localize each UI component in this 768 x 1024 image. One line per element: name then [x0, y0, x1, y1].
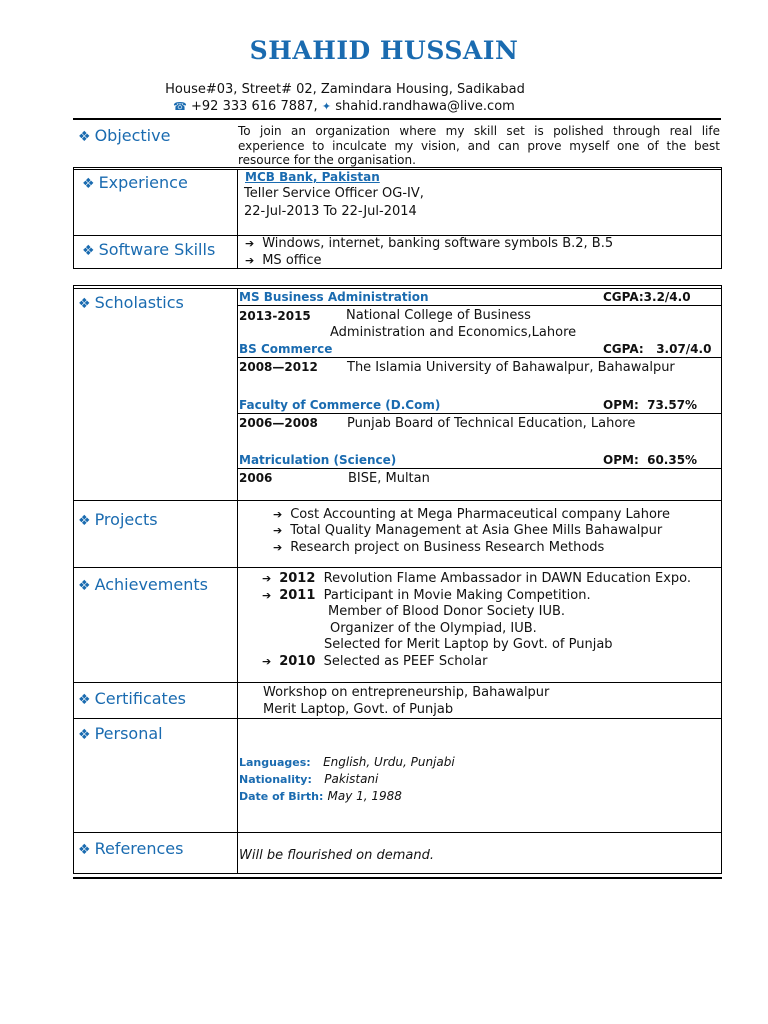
heading-experience: ❖ Experience	[82, 173, 188, 192]
personal-languages: Languages: English, Urdu, Punjabi	[239, 755, 455, 769]
table-border	[73, 285, 722, 286]
table-border	[73, 285, 74, 874]
diamond-bullet-icon: ❖	[78, 727, 91, 743]
table-border	[237, 413, 721, 414]
list-item: ➔ 2010 Selected as PEEF Scholar	[262, 654, 488, 669]
references-text: Will be flourished on demand.	[239, 848, 434, 863]
table-border	[73, 167, 74, 269]
list-item: Organizer of the Olympiad, IUB.	[330, 621, 537, 636]
degree-title: MS Business Administration	[239, 290, 429, 304]
heading-personal: ❖ Personal	[78, 724, 163, 743]
table-border	[237, 305, 721, 306]
list-item: ➔ Windows, internet, banking software symbols B.2, B.5	[245, 236, 614, 251]
degree-institute: Administration and Economics,Lahore	[330, 325, 577, 340]
table-border	[73, 718, 721, 719]
list-item: ➔ Research project on Business Research Methods	[273, 540, 605, 555]
list-item: ➔ 2012 Revolution Flame Ambassador in DAWN Education Expo.	[262, 571, 691, 586]
table-border	[721, 167, 722, 269]
degree-title: BS Commerce	[239, 342, 333, 356]
degree-years: 2013-2015	[239, 309, 311, 323]
right-arrow-icon: ➔	[273, 524, 283, 537]
list-item: ➔ Total Quality Management at Asia Ghee Mills Bahawalpur	[273, 523, 663, 538]
table-border	[73, 567, 721, 568]
degree-title: Matriculation (Science)	[239, 453, 397, 467]
list-item: ➔ MS office	[245, 253, 322, 268]
objective-text: To join an organization where my skill set is polished through real life experience to inculcate my vision, and can prove myself one of the best resource for the organisation.	[238, 124, 720, 167]
heading-references: ❖ References	[78, 839, 184, 858]
address: House#03, Street# 02, Zamindara Housing, Sadikabad	[165, 82, 525, 97]
list-item: Merit Laptop, Govt. of Punjab	[263, 702, 454, 717]
heading-achievements: ❖ Achievements	[78, 575, 208, 594]
heading-projects: ❖ Projects	[78, 510, 158, 529]
degree-years: 2008—2012	[239, 360, 318, 374]
table-border	[237, 468, 721, 469]
diamond-bullet-icon: ❖	[78, 296, 91, 312]
table-border	[73, 873, 722, 874]
table-border	[237, 357, 721, 358]
experience-company: MCB Bank, Pakistan	[245, 170, 380, 184]
degree-institute: BISE, Multan	[348, 471, 430, 486]
right-arrow-icon: ➔	[262, 655, 272, 668]
heading-scholastics: ❖ Scholastics	[78, 293, 184, 312]
right-arrow-icon: ➔	[245, 254, 255, 267]
right-arrow-icon: ➔	[273, 508, 283, 521]
degree-grade: CGPA: 3.07/4.0	[603, 342, 712, 356]
right-arrow-icon: ➔	[262, 589, 272, 602]
right-arrow-icon: ➔	[273, 541, 283, 554]
table-border	[73, 288, 722, 289]
table-border	[73, 682, 721, 683]
resume-name: SHAHID HUSSAIN	[249, 36, 519, 65]
right-arrow-icon: ➔	[262, 572, 272, 585]
table-border	[73, 167, 722, 168]
diamond-bullet-icon: ❖	[78, 692, 91, 708]
degree-years: 2006—2008	[239, 416, 318, 430]
table-border	[73, 500, 721, 501]
list-item: ➔ 2011 Participant in Movie Making Competition.	[262, 588, 591, 603]
table-border	[73, 877, 722, 879]
diamond-bullet-icon: ❖	[78, 513, 91, 529]
degree-institute: The Islamia University of Bahawalpur, Bahawalpur	[347, 360, 675, 375]
list-item: Selected for Merit Laptop by Govt. of Punjab	[324, 637, 613, 652]
heading-objective: ❖ Objective	[78, 126, 171, 145]
personal-dob: Date of Birth: May 1, 1988	[239, 789, 402, 803]
list-item: Workshop on entrepreneurship, Bahawalpur	[263, 685, 550, 700]
degree-years: 2006	[239, 471, 273, 485]
diamond-bullet-icon: ❖	[78, 842, 91, 858]
diamond-bullet-icon: ❖	[82, 176, 95, 192]
degree-institute: National College of Business	[346, 308, 531, 323]
table-border	[73, 832, 721, 833]
personal-nationality: Nationality: Pakistani	[239, 772, 379, 786]
table-border	[73, 268, 722, 269]
phone-number: +92 333 616 7887,	[191, 99, 318, 114]
list-item: Member of Blood Donor Society IUB.	[328, 604, 566, 619]
table-border	[73, 169, 722, 170]
experience-role: Teller Service Officer OG-IV,	[244, 186, 424, 201]
table-border	[721, 285, 722, 874]
heading-certificates: ❖ Certificates	[78, 689, 187, 708]
list-item: ➔ Cost Accounting at Mega Pharmaceutical company Lahore	[273, 507, 670, 522]
divider	[73, 118, 721, 120]
degree-title: Faculty of Commerce (D.Com)	[239, 398, 441, 412]
contact-line	[0, 99, 688, 114]
diamond-bullet-icon: ❖	[82, 243, 95, 259]
degree-grade: CGPA:3.2/4.0	[603, 290, 691, 304]
email-address: shahid.randhawa@live.com	[335, 99, 515, 114]
right-arrow-icon: ➔	[245, 237, 255, 250]
degree-grade: OPM: 73.57%	[603, 398, 698, 412]
heading-software-skills: ❖ Software Skills	[82, 240, 216, 259]
degree-grade: OPM: 60.35%	[603, 453, 698, 467]
table-border	[237, 169, 238, 269]
diamond-bullet-icon: ❖	[78, 129, 91, 145]
degree-institute: Punjab Board of Technical Education, Lahore	[347, 416, 636, 431]
mouse-icon: ✦	[321, 100, 332, 113]
diamond-bullet-icon: ❖	[78, 578, 91, 594]
experience-period: 22-Jul-2013 To 22-Jul-2014	[244, 204, 417, 219]
table-border	[237, 288, 238, 874]
phone-icon: ☎	[173, 100, 187, 113]
